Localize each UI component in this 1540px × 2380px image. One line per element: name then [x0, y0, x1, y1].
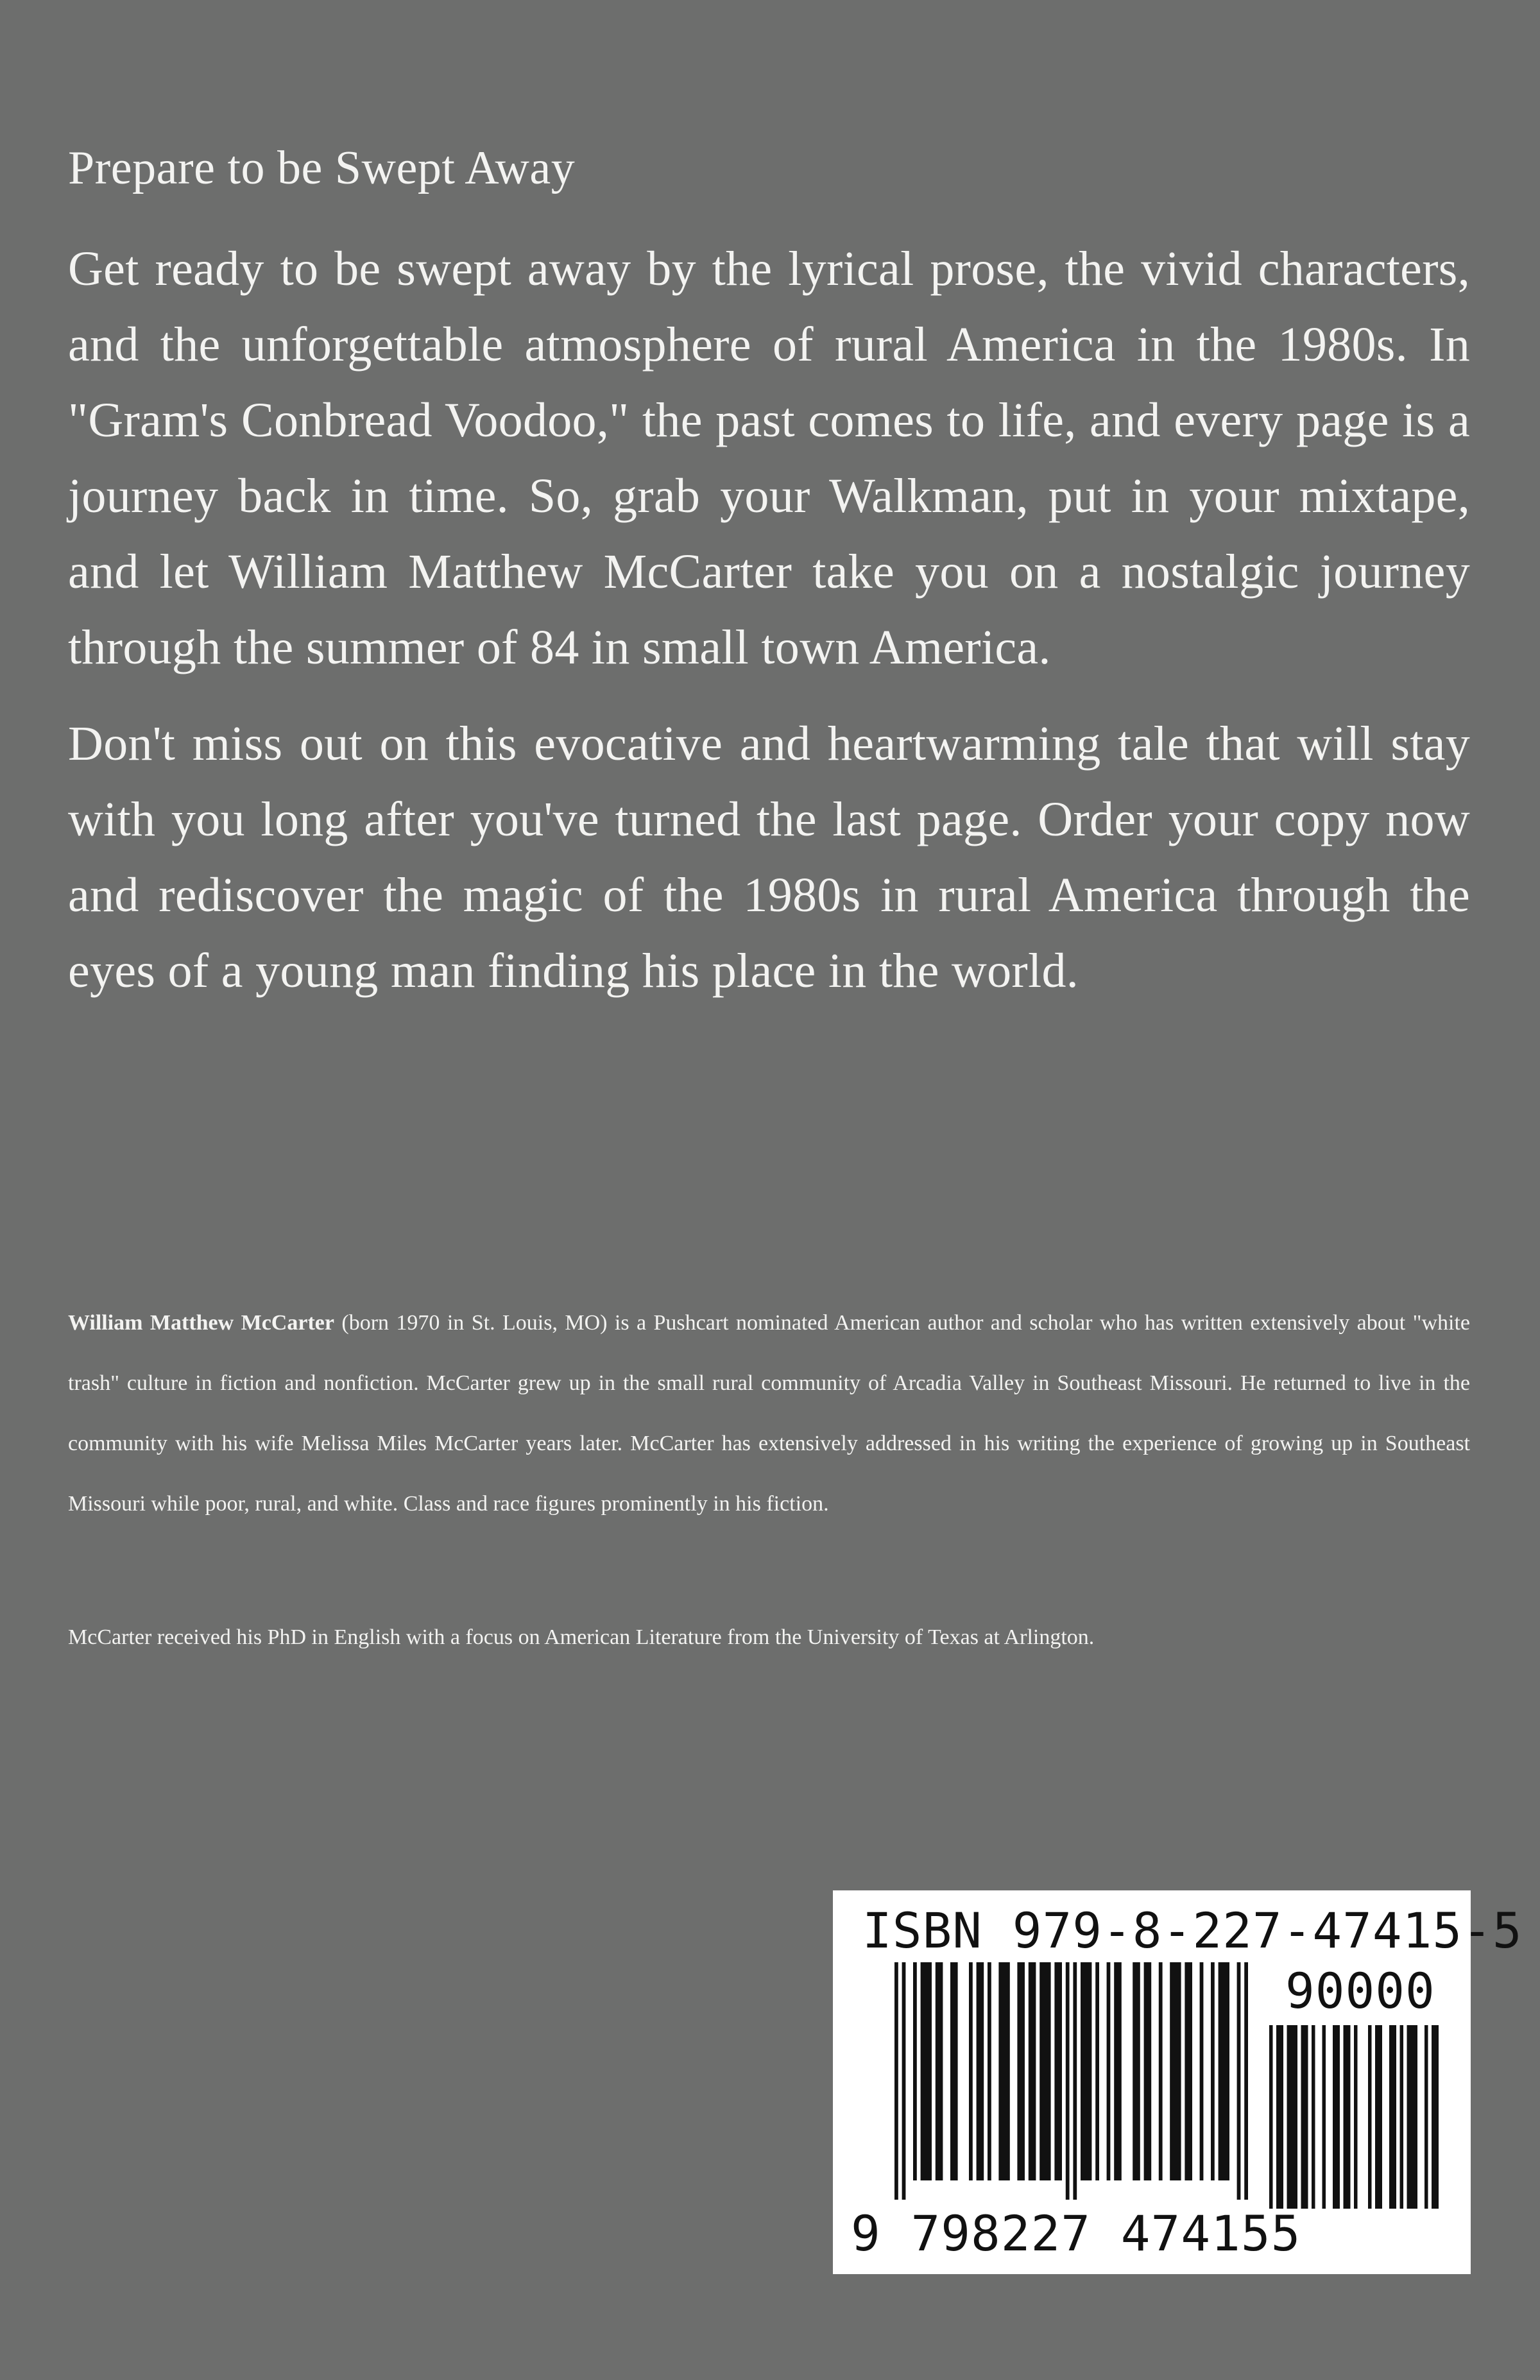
barcode-bar [977, 1962, 984, 2180]
author-name: William Matthew McCarter [68, 1311, 334, 1335]
barcode-bar [1432, 2025, 1439, 2209]
barcode-bar [1276, 2025, 1283, 2209]
author-bio-text: (born 1970 in St. Louis, MO) is a Pushcart nominated American author and scholar who has written extensively about "white trash" culture in fiction and nonfiction. McCarter grew up in the small rural community of Arcadia Valley in Southeast Missouri. He returned to live in the community with his wife Melissa Miles McCarter years later. McCarter has extensively addressed in his writing the experience of growing up in Southeast Missouri while poor, rural, and white. Class and race figures prominently in his fiction. [68, 1311, 1470, 1516]
barcode-bar [1200, 1962, 1204, 2180]
barcode-bar [1333, 2025, 1340, 2209]
barcode-bar [1211, 1962, 1215, 2180]
barcode-bar [894, 1962, 898, 2200]
barcode-bar [950, 1962, 958, 2180]
barcode-bar [1170, 1962, 1181, 2180]
barcode-bar [1054, 1962, 1062, 2180]
barcode-digits: 9 798227 474155 [851, 2205, 1301, 2262]
barcode-bar [1389, 2025, 1396, 2209]
barcode-bar [1354, 2025, 1358, 2209]
barcode-bar [1159, 1962, 1163, 2180]
barcode-bar [1425, 2025, 1428, 2209]
barcode-bar [913, 1962, 917, 2180]
blurb-paragraph-1: Get ready to be swept away by the lyrical prose, the vivid characters, and the unforgettable atmosphere of rural America in the 1980s. In "Gram's Conbread Voodoo," the past comes to life, and every page is a journey back in time. So, grab your Walkman, put in your mixtape, and let William Matthew McCarter take you on a nostalgic journey through the summer of 84 in small town America. [68, 242, 1470, 674]
barcode-bar [1073, 1962, 1077, 2200]
addon-bars [1269, 2025, 1442, 2209]
ean13-bars [894, 1962, 1254, 2206]
barcode-bar [1407, 2025, 1418, 2209]
barcode-bar [1017, 1962, 1025, 2180]
barcode-bar [1301, 2025, 1308, 2209]
barcode-bar [1344, 2025, 1351, 2209]
barcode-bar [1219, 1962, 1229, 2180]
barcode-bar [1185, 1962, 1192, 2180]
barcode-bar [1029, 1962, 1036, 2180]
author-education-paragraph: McCarter received his PhD in English with a focus on American Literature from the University of Texas at Arlington. [68, 1625, 1095, 1649]
barcode-bar [936, 1962, 943, 2180]
barcode-bar [1081, 1962, 1091, 2180]
barcode-bar [998, 1962, 1009, 2180]
barcode-bar [1107, 1962, 1111, 2180]
barcode-bar [969, 1962, 973, 2180]
barcode-bar [1095, 1962, 1099, 2180]
barcode-bar [902, 1962, 906, 2200]
barcode-bar [1144, 1962, 1152, 2180]
isbn-barcode [833, 1890, 1523, 2274]
barcode-bar [1133, 1962, 1140, 2180]
barcode-bar [988, 1962, 991, 2180]
barcode-bar [1040, 1962, 1050, 2180]
barcode-bar [1114, 1962, 1122, 2180]
barcode-bar [921, 1962, 932, 2180]
barcode-bar [1312, 2025, 1315, 2209]
barcode-bar [1375, 2025, 1382, 2209]
barcode-bar [1244, 1962, 1248, 2200]
blurb-paragraph-2: Don't miss out on this evocative and heartwarming tale that will stay with you long after you've turned the last page. Order your copy now and rediscover the magic of the 1980s in rural America through the eyes of a young man finding his place in the world. [68, 717, 1470, 998]
barcode-bar [1269, 2025, 1273, 2209]
price-addon-code: 90000 [1285, 1962, 1435, 2019]
blurb-heading: Prepare to be Swept Away [68, 142, 576, 194]
barcode-bar [1322, 2025, 1326, 2209]
isbn-label: ISBN 979-8-227-47415-5 [862, 1902, 1523, 1959]
author-bio-paragraph [68, 1293, 1470, 1534]
barcode-bar [1287, 2025, 1298, 2209]
barcode-bar [1368, 2025, 1372, 2209]
barcode-bar [1237, 1962, 1241, 2200]
barcode-bar [1066, 1962, 1070, 2200]
barcode-bar [1400, 2025, 1404, 2209]
